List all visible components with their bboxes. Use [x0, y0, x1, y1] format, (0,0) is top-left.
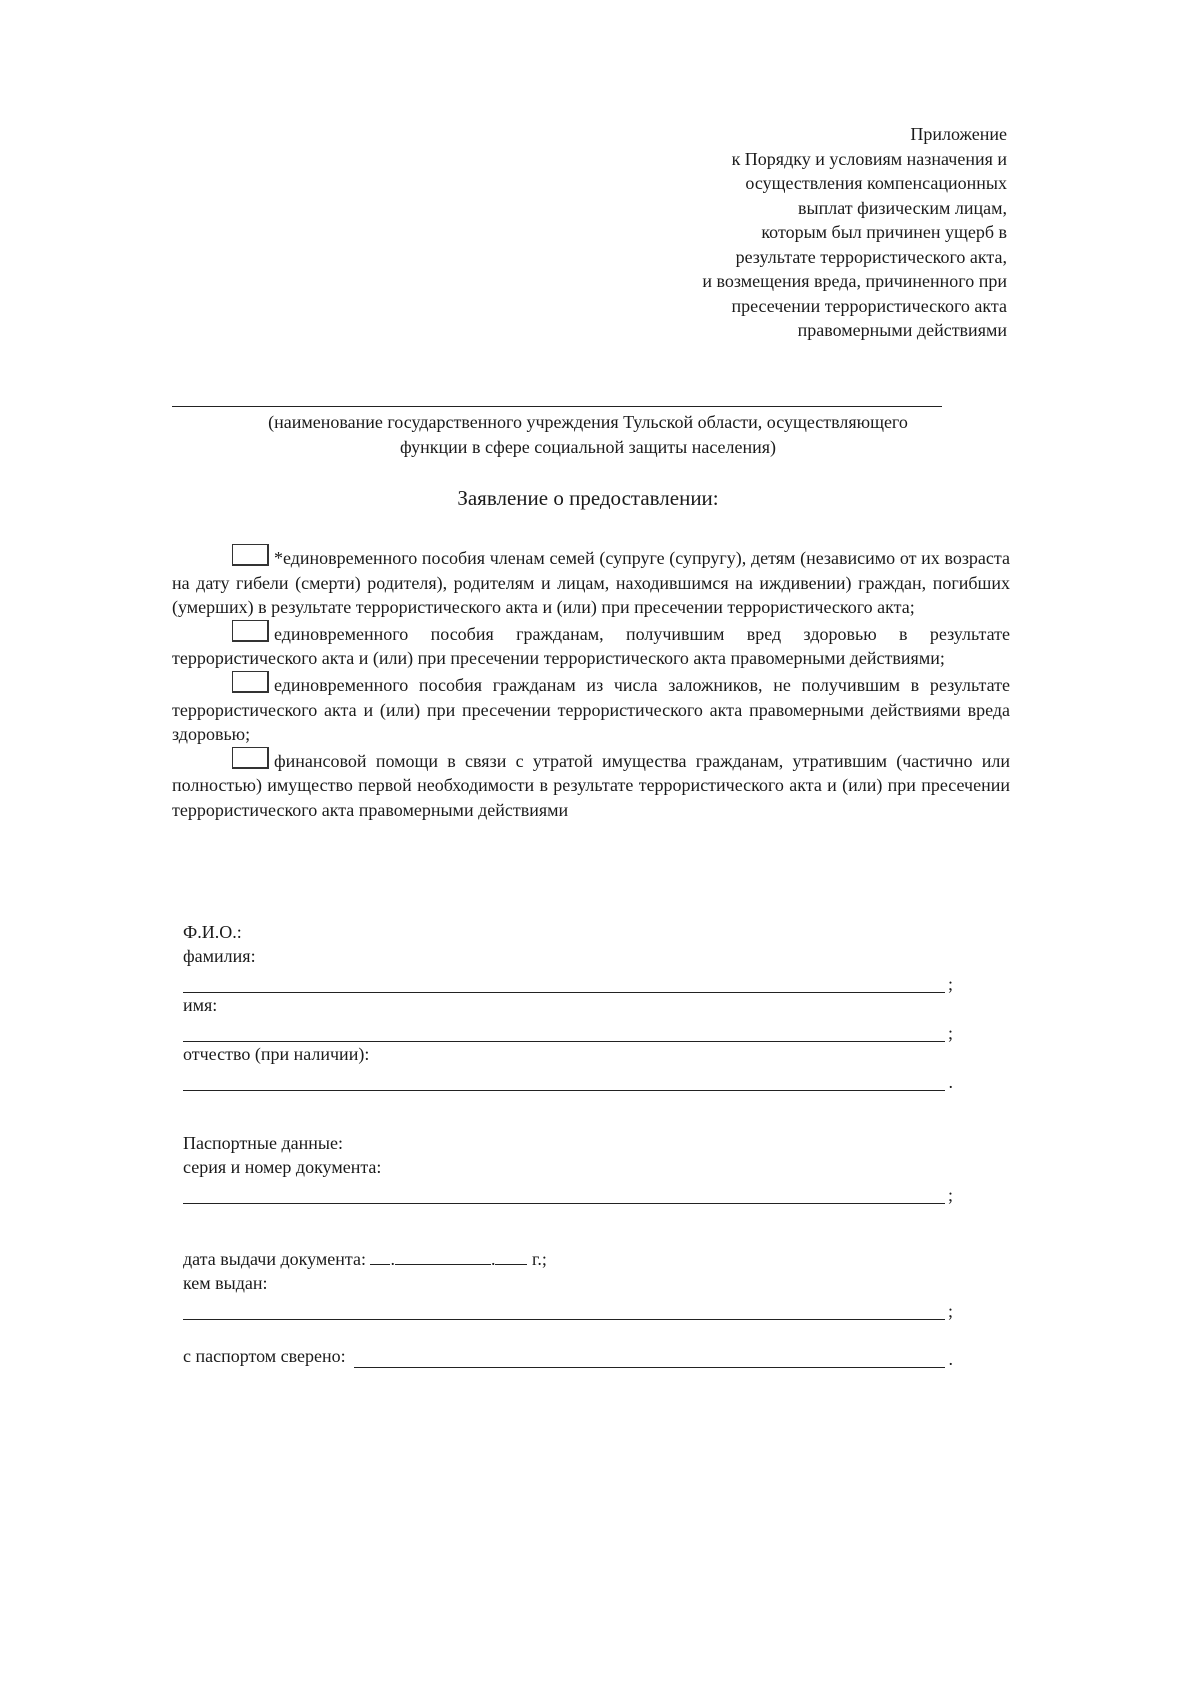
issue-year-field[interactable] — [495, 1248, 527, 1265]
verified-label: с паспортом сверено: — [183, 1346, 346, 1366]
patronymic-label: отчество (при наличии): — [183, 1044, 370, 1064]
option-text: *единовременного пособия членам семей (супруге (супругу), детям (независимо от их возраста на дату гибели (смерти) родителя), родителям и лицам, находившимся на иждивении) граждан, погибших (умерших) в результате террористического акта и (или) при пресечении террористического акта; — [172, 548, 1010, 618]
appendix-line: к Порядку и условиям назначения и — [731, 148, 1007, 169]
verification-row — [183, 1344, 953, 1369]
option-text: единовременного пособия гражданам, получившим вред здоровью в результате террористического акта и (или) при пресечении террористического акта правомерными действиями; — [172, 623, 1010, 669]
appendix-line: выплат физическим лицам, — [797, 197, 1007, 218]
organization-name-field[interactable] — [172, 406, 942, 407]
punctuation: . — [490, 1249, 496, 1269]
punctuation: . — [390, 1249, 395, 1269]
caption-line: (наименование государственного учреждения Тульской области, осуществляющего — [268, 412, 908, 432]
appendix-line: которым был причинен ущерб в — [761, 222, 1007, 242]
passport-section — [183, 1131, 953, 1205]
appendix-line: правомерными действиями — [797, 320, 1007, 340]
series-label: серия и номер документа: — [183, 1157, 382, 1177]
issued-by-field[interactable] — [183, 1295, 953, 1321]
issue-date-row — [183, 1247, 945, 1271]
punctuation: ; — [947, 1023, 953, 1043]
option-checkbox[interactable] — [232, 544, 269, 566]
punctuation: ; — [947, 974, 953, 994]
series-number-field[interactable] — [183, 1179, 953, 1205]
option-hostage-benefit — [172, 671, 1010, 747]
option-checkbox[interactable] — [232, 620, 269, 642]
appendix-line: Приложение — [910, 124, 1007, 144]
passport-heading: Паспортные данные: — [183, 1133, 343, 1153]
surname-field[interactable] — [183, 968, 953, 994]
option-checkbox[interactable] — [232, 671, 269, 693]
punctuation: . — [948, 1072, 953, 1092]
punctuation: ; — [947, 1301, 953, 1321]
benefit-options — [172, 544, 1010, 823]
option-checkbox[interactable] — [232, 747, 269, 769]
name-label: имя: — [183, 995, 218, 1015]
appendix-line: осуществления компенсационных — [745, 173, 1007, 193]
option-text: финансовой помощи в связи с утратой имущества гражданам, утратившим (частично или полностью) имущество первой необходимости в результате террористического акта и (или) при пресечении террористического акта правомерными действиями — [172, 750, 1010, 820]
issue-day-field[interactable] — [370, 1248, 390, 1265]
name-field[interactable] — [183, 1017, 953, 1043]
appendix-line: пресечении террористического акта — [731, 295, 1007, 316]
option-family-benefit — [172, 544, 1010, 620]
option-text: единовременного пособия гражданам из числа заложников, не получившим в результате террористического акта и (или) при пресечении террористического акта правомерными действиями вреда здоровью; — [172, 674, 1010, 745]
appendix-line: и возмещения вреда, причиненного при — [702, 271, 1007, 291]
patronymic-field[interactable] — [183, 1066, 953, 1092]
organization-caption — [172, 410, 1004, 460]
issued-by-label: кем выдан: — [183, 1273, 268, 1293]
issue-date-label: дата выдачи документа: — [183, 1249, 366, 1269]
issue-month-field[interactable] — [395, 1248, 491, 1265]
issue-section — [183, 1247, 953, 1321]
option-health-harm-benefit — [172, 620, 1010, 671]
caption-line: функции в сфере социальной защиты населения) — [399, 437, 777, 457]
surname-label: фамилия: — [183, 946, 256, 966]
punctuation: ; — [947, 1185, 953, 1205]
fio-heading: Ф.И.О.: — [183, 922, 242, 942]
appendix-header — [702, 122, 1007, 343]
option-property-loss-aid — [172, 747, 1010, 823]
verified-field[interactable] — [354, 1347, 953, 1369]
fio-section — [183, 920, 953, 1092]
year-suffix: г.; — [531, 1249, 547, 1269]
document-title: Заявление о предоставлении: — [457, 486, 719, 510]
appendix-line: результате террористического акта, — [735, 246, 1007, 267]
punctuation: . — [948, 1349, 953, 1369]
